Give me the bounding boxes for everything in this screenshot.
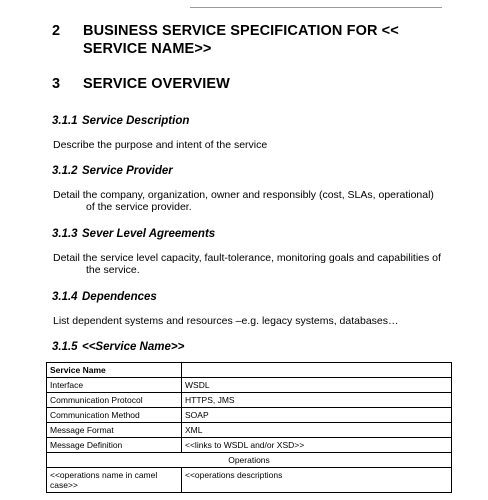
table-value-cell: XML xyxy=(182,423,452,438)
table-header-cell: Service Name xyxy=(47,363,182,378)
table-value-cell: HTTPS, JMS xyxy=(182,393,452,408)
table-row xyxy=(47,453,452,468)
paragraph-line: Describe the purpose and intent of the service xyxy=(53,139,268,151)
table-label-cell: <<operations name in camel case>> xyxy=(47,468,182,493)
table-label-cell: Communication Method xyxy=(47,408,182,423)
service-provider-text xyxy=(53,189,448,213)
table-label-cell: Message Definition xyxy=(47,438,182,453)
table-label-cell: Message Format xyxy=(47,423,182,438)
table-value-cell: <<links to WSDL and/or XSD>> xyxy=(182,438,452,453)
paragraph-line: Detail the service level capacity, fault-tolerance, monitoring goals and capabilities of xyxy=(53,252,441,264)
paragraph-line: Detail the company, organization, owner and responsibly (cost, SLAs, operational) xyxy=(53,189,434,201)
top-rule xyxy=(190,7,442,8)
subsection-number: 3.1.4 xyxy=(52,291,78,303)
paragraph-line: the service. xyxy=(86,264,140,276)
subsection-number: 3.1.2 xyxy=(52,165,78,177)
table-label-cell: Communication Protocol xyxy=(47,393,182,408)
subsection-title: <<Service Name>> xyxy=(82,341,185,353)
subsection-number: 3.1.3 xyxy=(52,228,78,240)
subsection-number: 3.1.1 xyxy=(52,115,78,127)
subsection-title: Service Description xyxy=(82,115,190,127)
subsection-title: Dependences xyxy=(82,291,157,303)
section-number: 3 xyxy=(52,76,61,92)
table-row xyxy=(47,378,452,393)
table-value-cell: SOAP xyxy=(182,408,452,423)
dependences-text xyxy=(53,315,448,327)
table-row xyxy=(47,393,452,408)
operations-header-cell: Operations xyxy=(47,453,452,468)
table-value-cell: WSDL xyxy=(182,378,452,393)
table-row xyxy=(47,423,452,438)
table-cell xyxy=(182,363,452,378)
paragraph-line: of the service provider. xyxy=(86,201,192,213)
subsection-title: Service Provider xyxy=(82,165,173,177)
service-level-text xyxy=(53,252,448,276)
paragraph-line: List dependent systems and resources –e.g. legacy systems, databases… xyxy=(53,315,399,327)
service-spec-table xyxy=(46,362,452,493)
section-title: BUSINESS SERVICE SPECIFICATION FOR << SERVICE NAME>> xyxy=(83,23,399,57)
table-row xyxy=(47,468,452,493)
subsection-number: 3.1.5 xyxy=(52,341,78,353)
table-value-cell: <<operations descriptions xyxy=(182,468,452,493)
section-number: 2 xyxy=(52,23,61,39)
service-description-text xyxy=(53,139,448,151)
section-title: SERVICE OVERVIEW xyxy=(83,76,230,92)
subsection-title: Sever Level Agreements xyxy=(82,228,216,240)
table-row xyxy=(47,438,452,453)
table-label-cell: Interface xyxy=(47,378,182,393)
table-row xyxy=(47,408,452,423)
table-row xyxy=(47,363,452,378)
